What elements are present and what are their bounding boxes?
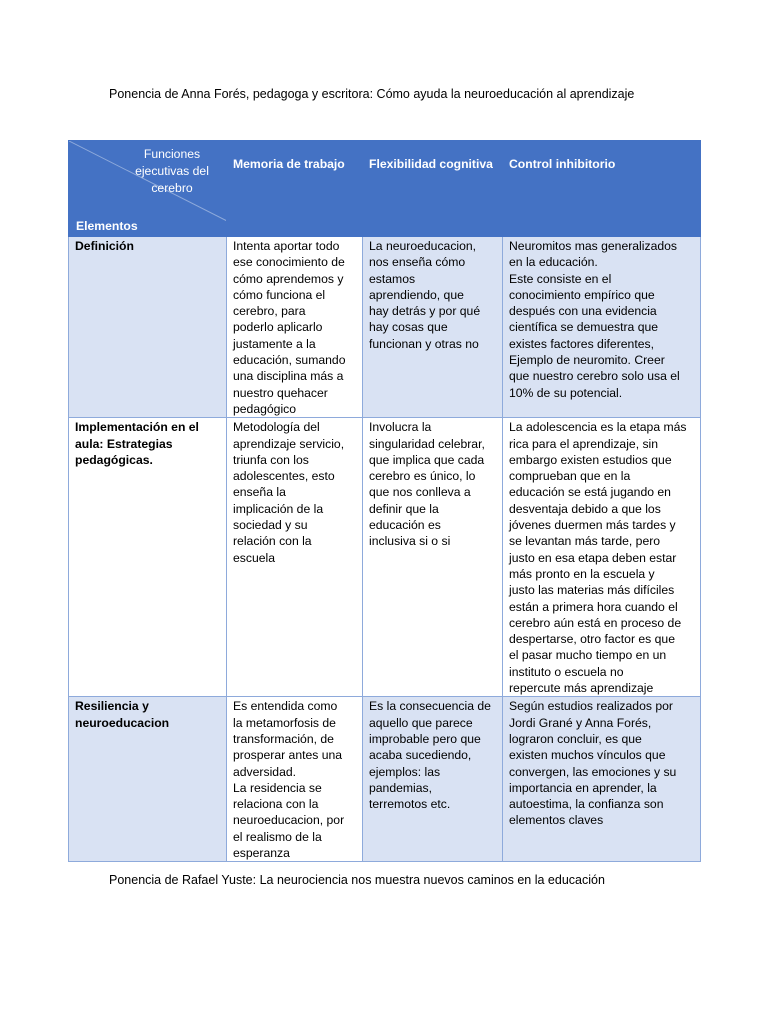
cell-text-line: despertarse, otro factor es que — [509, 632, 675, 647]
cell-text-line: sociedad y su — [233, 518, 308, 533]
row-label-implementation — [69, 418, 227, 697]
table-row — [69, 418, 701, 697]
cell-text-line: convergen, las emociones y su — [509, 764, 677, 779]
cell-text-line: cerebro es único, lo — [369, 469, 476, 484]
cell-text-line: aula: Estrategias — [75, 436, 173, 451]
cell-text-line: escuela — [233, 550, 276, 565]
cell-text-line: relaciona con la — [233, 797, 319, 812]
cell-text-line: adversidad. — [233, 764, 297, 779]
table-row — [69, 237, 701, 418]
cell-text-line: la metamorfosis de — [233, 715, 336, 730]
table-corner-cell — [69, 141, 227, 237]
cell-text-line: La adolescencia es la etapa más — [509, 420, 687, 435]
corner-header-functions — [112, 146, 227, 197]
cell-text-line: improbable pero que — [369, 731, 481, 746]
cell-text-line: terremotos etc. — [369, 797, 451, 812]
cell-text-line: La neuroeducacion, — [369, 239, 477, 253]
cell-text-line: neuroeducacion, por — [233, 813, 345, 828]
cell-text-line: Es entendida como — [233, 699, 338, 714]
cell-text-line: justo las materias más difíciles — [509, 583, 675, 598]
cell-text-line: se levantan más tarde, pero — [509, 534, 661, 549]
cell-text-line: que nos conlleva a — [369, 485, 471, 500]
corner-header-elements: Elementos — [76, 218, 138, 233]
cell-text-line: adolescentes, esto — [233, 469, 335, 484]
cell-text-line: pedagógico — [233, 401, 297, 416]
cell-text-line: relación con la — [233, 534, 312, 549]
cell-text-line: Según estudios realizados por — [509, 699, 673, 714]
document-heading-bottom: Ponencia de Rafael Yuste: La neurociencia nos muestra nuevos caminos en la educación — [109, 873, 605, 887]
cell-text-line: educación, sumando — [233, 353, 346, 368]
cell-text-line: Este consiste en el — [509, 271, 612, 286]
column-header-working-memory: Memoria de trabajo — [227, 141, 363, 237]
table-header-row — [69, 141, 701, 237]
row-label-definition — [69, 237, 227, 418]
table-cell — [227, 418, 363, 697]
corner-top-line: ejecutivas del — [135, 164, 209, 178]
row-label-resilience — [69, 697, 227, 862]
cell-text-line: rica para el aprendizaje, sin — [509, 436, 659, 451]
cell-text-line: aprendizaje servicio, — [233, 436, 345, 451]
cell-text-line: instituto o escuela no — [509, 664, 624, 679]
cell-text-line: Jordi Grané y Anna Forés, — [509, 715, 652, 730]
cell-text-line: pandemias, — [369, 780, 433, 795]
cell-text-line: 10% de su potencial. — [509, 385, 623, 400]
cell-text-line: pedagógicas. — [75, 452, 153, 467]
cell-text-line: importancia en aprender, la — [509, 780, 657, 795]
cell-text-line: La residencia se — [233, 780, 322, 795]
cell-text-line: inclusiva si o si — [369, 534, 451, 549]
cell-text-line: Neuromitos mas generalizados — [509, 239, 677, 253]
cell-text-line: que implica que cada — [369, 452, 485, 467]
cell-text-line: existes factores diferentes, — [509, 336, 654, 351]
executive-functions-table — [68, 140, 701, 862]
corner-top-line: Funciones — [143, 147, 201, 161]
table-cell — [227, 697, 363, 862]
cell-text-line: están a primera hora cuando el — [509, 599, 678, 614]
cell-text-line: jóvenes duermen más tardes y — [509, 518, 676, 533]
cell-text-line: justamente a la — [233, 336, 316, 351]
cell-text-line: Intenta aportar todo — [233, 239, 340, 253]
document-heading-top: Ponencia de Anna Forés, pedagoga y escritora: Cómo ayuda la neuroeducación al aprendizaje — [109, 87, 635, 101]
cell-text-line: ese conocimiento de — [233, 255, 345, 270]
cell-text-line: Es la consecuencia de — [369, 699, 491, 714]
cell-text-line: singularidad celebrar, — [369, 436, 485, 451]
cell-text-line: prosperar antes una — [233, 748, 343, 763]
cell-text-line: transformación, de — [233, 731, 334, 746]
cell-text-line: Metodología del — [233, 420, 320, 435]
cell-text-line: después con una evidencia — [509, 304, 657, 319]
cell-text-line: justo en esa etapa deben estar — [509, 550, 677, 565]
cell-text-line: nos enseña cómo — [369, 255, 466, 270]
cell-text-line: Resiliencia y — [75, 699, 149, 714]
cell-text-line: aquello que parece — [369, 715, 473, 730]
table-cell — [503, 237, 701, 418]
cell-text-line: el pasar mucho tiempo en un — [509, 648, 667, 663]
cell-text-line: Implementación en el — [75, 420, 199, 435]
table-row — [69, 697, 701, 862]
cell-text-line: aprendiendo, que — [369, 287, 464, 302]
cell-text-line: esperanza — [233, 845, 290, 860]
cell-text-line: embargo existen estudios que — [509, 452, 672, 467]
cell-text-line: que nuestro cerebro solo usa el — [509, 369, 680, 384]
cell-text-line: estamos — [369, 271, 416, 286]
table-cell — [363, 418, 503, 697]
cell-text-line: hay cosas que — [369, 320, 448, 335]
cell-text-line: cerebro, para — [233, 304, 306, 319]
cell-text-line: hay detrás y por qué — [369, 304, 481, 319]
column-header-cognitive-flexibility: Flexibilidad cognitiva — [363, 141, 503, 237]
cell-text-line: educación se está jugando en — [509, 485, 671, 500]
table-cell — [503, 697, 701, 862]
cell-text-line: implicación de la — [233, 501, 324, 516]
cell-text-line: más pronto en la escuela y — [509, 566, 655, 581]
cell-text-line: desventaja debido a que los — [509, 501, 661, 516]
cell-text-line: definir que la — [369, 501, 439, 516]
cell-text-line: científica se demuestra que — [509, 320, 659, 335]
cell-text-line: Involucra la — [369, 420, 432, 435]
cell-text-line: Ejemplo de neuromito. Creer — [509, 353, 665, 368]
cell-text-line: cerebro aún está en proceso de — [509, 615, 682, 630]
cell-text-line: lograron concluir, es que — [509, 731, 642, 746]
cell-text-line: poderlo aplicarlo — [233, 320, 323, 335]
table-cell — [363, 237, 503, 418]
cell-text-line: nuestro quehacer — [233, 385, 328, 400]
cell-text-line: el realismo de la — [233, 829, 322, 844]
cell-text-line: conocimiento empírico que — [509, 287, 655, 302]
cell-text-line: repercute más aprendizaje — [509, 681, 654, 696]
corner-top-line: cerebro — [151, 181, 193, 195]
cell-text-line: cómo aprendemos y — [233, 271, 344, 286]
table-cell — [227, 237, 363, 418]
cell-text-line: neuroeducacion — [75, 715, 170, 730]
cell-text-line: educación es — [369, 518, 441, 533]
cell-text-line: triunfa con los — [233, 452, 309, 467]
table-cell — [503, 418, 701, 697]
cell-text-line: Definición — [75, 239, 134, 253]
cell-text-line: cómo funciona el — [233, 287, 326, 302]
cell-text-line: existen muchos vínculos que — [509, 748, 666, 763]
cell-text-line: en la educación. — [509, 255, 598, 270]
cell-text-line: enseña la — [233, 485, 286, 500]
cell-text-line: acaba sucediendo, — [369, 748, 472, 763]
cell-text-line: funcionan y otras no — [369, 336, 479, 351]
cell-text-line: elementos claves — [509, 813, 604, 828]
table-cell — [363, 697, 503, 862]
cell-text-line: una disciplina más a — [233, 369, 344, 384]
column-header-inhibitory-control: Control inhibitorio — [503, 141, 701, 237]
cell-text-line: comprueban que en la — [509, 469, 631, 484]
cell-text-line: autoestima, la confianza son — [509, 797, 664, 812]
cell-text-line: ejemplos: las — [369, 764, 441, 779]
